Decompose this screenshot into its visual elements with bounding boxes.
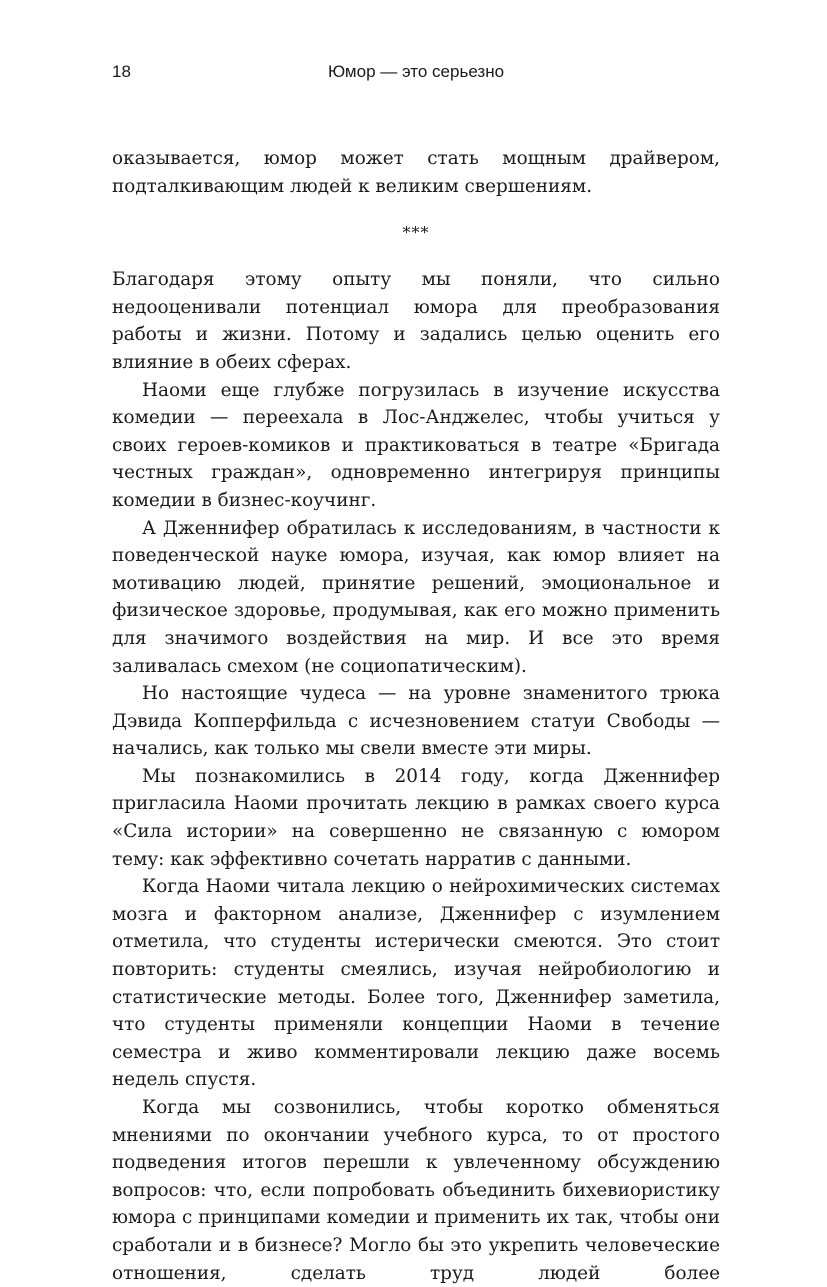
paragraph: Благодаря этому опыту мы поняли, что сильно недооценивали потенциал юмора для преобразования работы и жизни. Потому и задались целью оценить его влияние в обеих сферах. bbox=[112, 269, 720, 373]
page-number: 18 bbox=[112, 62, 131, 81]
paragraph-continuation: оказывается, юмор может стать мощным драйвером, подталкивающим людей к великим свершениям. bbox=[112, 148, 720, 197]
paragraph: Мы познакомились в 2014 году, когда Дженнифер пригласила Наоми прочитать лекцию в рамках своего курса «Сила истории» на совершенно не связанную с юмором тему: как эффективно сочетать нарратив с данными. bbox=[112, 765, 720, 870]
body-text bbox=[112, 145, 720, 1287]
paragraph: А Дженнифер обратилась к исследованиям, в частности к поведенческой науке юмора, изучая, как юмор влияет на мотивацию людей, принятие решений, эмоциональное и физическое здоровье, продумывая, как его можно применить для значимого воздействия на мир. И все это время заливалась смехом (не социопатическим). bbox=[112, 517, 720, 677]
paragraph: Наоми еще глубже погрузилась в изучение искусства комедии — переехала в Лос-Анджелес, чтобы учиться у своих героев-комиков и практиковаться в театре «Бригада честных граждан», одновременно интегрируя принципы комедии в бизнес-коучинг. bbox=[112, 379, 720, 511]
paragraph: Когда мы созвонились, чтобы коротко обменяться мнениями по окончании учебного курса, то от простого подведения итогов перешли к увлеченному обсуждению вопросов: что, если попробовать объединить бихевиористику юмора с принципами комедии и применить их так, чтобы они сработали и в бизнесе? Могло бы это укрепить человеческие отношения, сделать труд людей более bbox=[112, 1097, 720, 1284]
paragraph: Когда Наоми читала лекцию о нейрохимических системах мозга и факторном анализе, Дженнифер с изумлением отметила, что студенты истерически смеются. Это стоит повторить: студенты смеялись, изучая нейробиологию и статистические методы. Более того, Дженнифер заметила, что студенты применяли концепции Наоми в течение семестра и живо комментировали лекцию даже восемь недель спустя. bbox=[112, 876, 720, 1091]
page-header bbox=[112, 62, 720, 86]
paragraph: Но настоящие чудеса — на уровне знаменитого трюка Дэвида Копперфильда с исчезновением статуи Свободы — начались, как только мы свели вместе эти миры. bbox=[112, 683, 720, 760]
section-separator: *** bbox=[402, 223, 430, 243]
running-title: Юмор — это серьезно bbox=[327, 62, 505, 81]
